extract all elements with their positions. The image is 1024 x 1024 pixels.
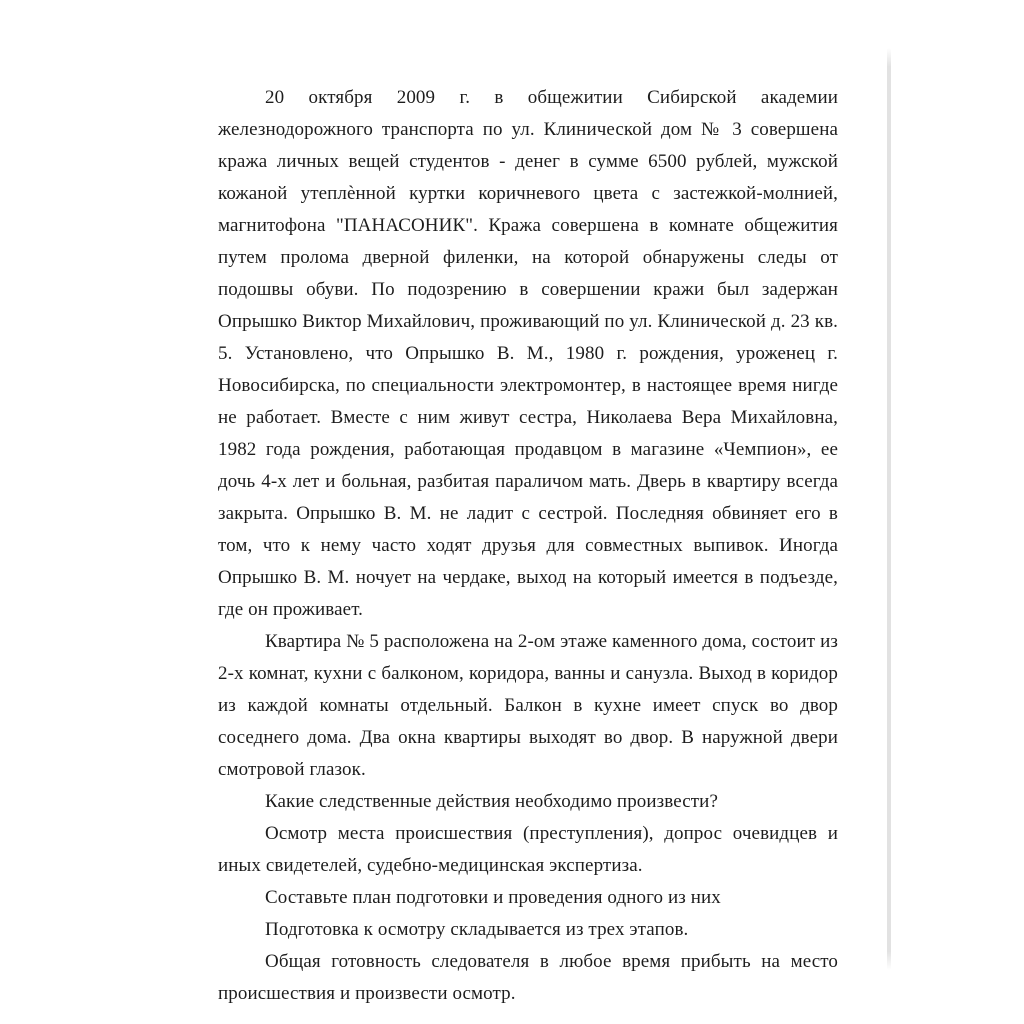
paragraph-apartment-description: Квартира № 5 расположена на 2-ом этаже каменного дома, состоит из 2-х комнат, кухни с балконом, коридора, ванны и санузла. Выход в коридор из каждой комнаты отдельный. Балкон в кухне имеет спуск во двор соседнего дома. Два окна квартиры выходят во двор. В наружной двери смотровой глазок. xyxy=(218,631,838,780)
paragraph-case-description: 20 октября 2009 г. в общежитии Сибирской академии железнодорожного транспорта по ул. Клинической дом № 3 совершена кража личных вещей студентов - денег в сумме 6500 рублей, мужской кожаной утеплѐнной куртки коричневого цвета с застежкой-молнией, магнитофона "ПАНАСОНИК". Кража совершена в комнате общежития путем пролома дверной филенки, на которой обнаружены следы от подошвы обуви. По подозрению в совершении кражи был задержан Опрышко Виктор Михайлович, проживающий по ул. Клинической д. 23 кв. 5. Установлено, что Опрышко В. М., 1980 г. рождения, уроженец г. Новосибирска, по специальности электромонтер, в настоящее время нигде не работает. Вместе с ним живут сестра, Николаева Вера Михайловна, 1982 года рождения, работающая продавцом в магазине «Чемпион», ее дочь 4-х лет и больная, разбитая параличом мать. Дверь в квартиру всегда закрыта. Опрышко В. М. не ладит с сестрой. Последняя обвиняет его в том, что к нему часто ходят друзья для совместных выпивок. Иногда Опрышко В. М. ночует на чердаке, выход на который имеется в подъезде, где он проживает. xyxy=(218,87,838,620)
paragraph-answer-actions: Осмотр места происшествия (преступления), допрос очевидцев и иных свидетелей, судебно-медицинская экспертиза. xyxy=(218,823,838,876)
paragraph-preparation-stages: Подготовка к осмотру складывается из трех этапов. xyxy=(265,919,689,940)
page-edge-line xyxy=(887,48,891,970)
paragraph-task: Составьте план подготовки и проведения одного из них xyxy=(265,887,721,908)
paragraph-readiness: Общая готовность следователя в любое время прибыть на место происшествия и произвести осмотр. xyxy=(218,951,838,1004)
paragraph-question: Какие следственные действия необходимо произвести? xyxy=(265,791,718,812)
document-text-block xyxy=(218,82,838,1010)
